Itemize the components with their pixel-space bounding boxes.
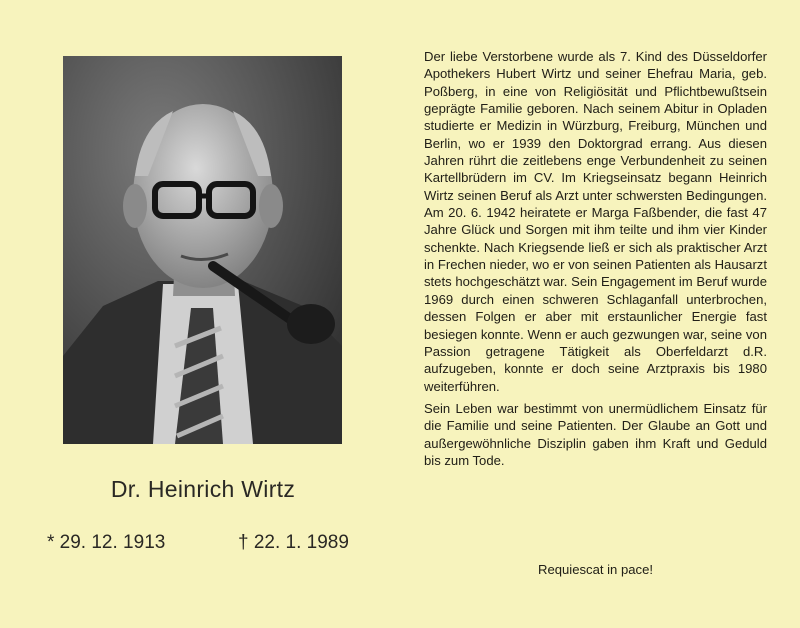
birth-date: * 29. 12. 1913: [47, 532, 166, 553]
deceased-name: Dr. Heinrich Wirtz: [110, 476, 296, 502]
closing-line: Requiescat in pace!: [537, 562, 653, 577]
biography-paragraph-2: Sein Leben war bestimmt von unermüdlichem Einsatz für die Familie und seine Patienten. Der Glaube an Gott und außergewöhnliche Disziplin gaben ihm Kraft und Geduld bis zum Tode.: [424, 400, 767, 468]
biography-text: [424, 48, 767, 469]
death-date: † 22. 1. 1989: [238, 532, 349, 553]
portrait-photo: [63, 56, 342, 444]
portrait-photo-icon: [63, 56, 342, 444]
biography-paragraph-1: Der liebe Verstorbene wurde als 7. Kind des Düsseldorfer Apothekers Hubert Wirtz und seiner Ehefrau Maria, geb. Poßberg, in eine von Religiösität und Pflichtbewußtsein geprägte Familie geboren. Nach seinem Abitur in Opladen studierte er Medizin in Würzburg, Freiburg, München und Berlin, wo er 1939 den Doktorgrad errang. Aus diesen Jahren rührt die zeitlebens enge Verbundenheit zu seinen Kartellbrüdern im CV. Im Kriegseinsatz begann Heinrich Wirtz seinen Beruf als Arzt unter schwersten Bedingungen. Am 20. 6. 1942 heiratete er Marga Faßbender, die fast 47 Jahre Glück und Sorgen mit ihm teilte und ihm vier Kinder schenkte. Nach Kriegsende ließ er sich als praktischer Arzt in Frechen nieder, wo er von seinen Patienten als Hausarzt stets hochgeschätzt war. Sein Engagement im Beruf wurde 1969 durch einen schweren Schlaganfall unterbrochen, dessen Folgen er aber mit erstaunlicher Energie fast besiegen konnte. Wenn er auch gezwungen war, seine von Passion getragene Tätigkeit als Oberfeldarzt d.R. aufzugeben, konnte er doch seine Arztpraxis bis 1980 weiterführen.: [424, 49, 767, 394]
